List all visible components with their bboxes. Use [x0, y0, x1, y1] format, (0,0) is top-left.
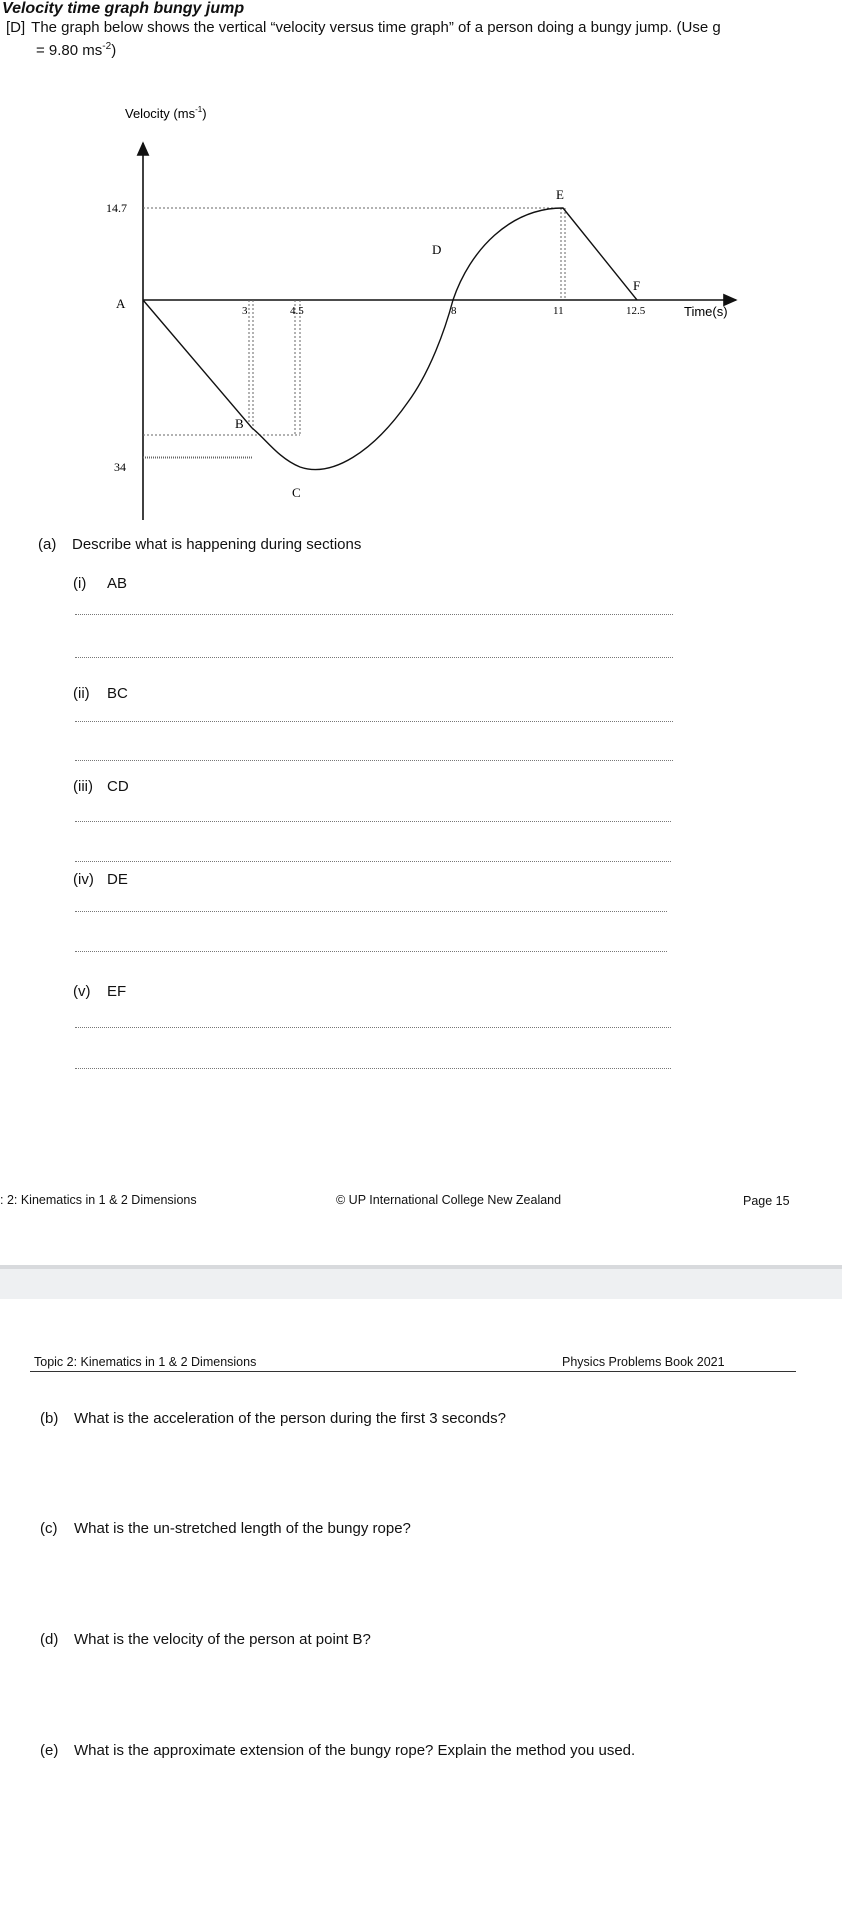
part-a-number: (a) [38, 536, 57, 553]
x-tick-label: 4.5 [290, 305, 304, 317]
answer-line[interactable] [75, 951, 667, 952]
answer-line[interactable] [75, 821, 671, 822]
question-text: What is the un-stretched length of the bungy rope? [74, 1520, 411, 1537]
section-item-de [73, 871, 128, 888]
point-label-f: F [633, 278, 641, 293]
question-number: (d) [40, 1631, 59, 1648]
footer-page-number: Page 15 [743, 1194, 790, 1208]
section-number: (ii) [73, 685, 90, 702]
question-b [40, 1410, 506, 1427]
answer-line[interactable] [75, 911, 667, 912]
section-label: EF [107, 983, 127, 1000]
worksheet-title: Velocity time graph bungy jump [2, 0, 245, 17]
section-label: BC [107, 685, 128, 702]
footer-copyright: © UP International College New Zealand [336, 1193, 562, 1207]
section-item-bc [73, 685, 128, 702]
answer-line[interactable] [75, 1068, 671, 1069]
part-a-text: Describe what is happening during sections [72, 536, 362, 553]
point-label-a: A [116, 296, 126, 311]
point-label-d: D [432, 242, 442, 257]
point-label-c: C [292, 485, 301, 500]
footer-topic: : 2: Kinematics in 1 & 2 Dimensions [0, 1193, 197, 1207]
header-book-title: Physics Problems Book 2021 [562, 1355, 725, 1369]
point-label-e: E [556, 187, 564, 202]
x-tick-label: 8 [451, 305, 457, 317]
page-break [0, 1265, 842, 1299]
x-tick-label: 11 [553, 305, 564, 317]
question-text: What is the approximate extension of the bungy rope? Explain the method you used. [74, 1742, 636, 1759]
velocity-time-graph [0, 90, 842, 530]
answer-line[interactable] [75, 861, 671, 862]
velocity-curve [143, 208, 637, 469]
section-number: (iv) [73, 871, 94, 888]
question-text: What is the acceleration of the person during the first 3 seconds? [74, 1410, 506, 1427]
answer-line[interactable] [75, 721, 673, 722]
section-item-ef [73, 983, 126, 1000]
question-d [40, 1631, 371, 1648]
section-label: AB [107, 575, 128, 592]
difficulty-tag: [D] [6, 19, 26, 36]
section-number: (i) [73, 575, 87, 592]
question-c [40, 1520, 411, 1537]
y-tick-label: 34 [114, 460, 126, 474]
question-number: (e) [40, 1742, 59, 1759]
y-axis-label: Velocity $(ms^{-1})$ [125, 105, 207, 121]
question-number: (b) [40, 1410, 59, 1427]
question-text: What is the velocity of the person at point B? [74, 1631, 371, 1648]
answer-line[interactable] [75, 657, 673, 658]
section-label: DE [107, 871, 128, 888]
section-number: (v) [73, 983, 91, 1000]
intro-text-line2: = 9.80 $ms^{-2}$) [36, 41, 117, 59]
x-axis-label: Time(s) [684, 304, 728, 319]
section-item-ab [73, 575, 127, 592]
answer-line[interactable] [75, 1027, 671, 1028]
guide-lines [143, 208, 565, 458]
section-label: CD [107, 778, 129, 795]
section-item-cd [73, 778, 129, 795]
point-label-b: B [235, 416, 244, 431]
section-number: (iii) [73, 778, 93, 795]
question-e [40, 1742, 635, 1759]
x-tick-label: 12.5 [626, 305, 646, 317]
y-tick-label: 14.7 [106, 201, 127, 215]
intro-text-line1: The graph below shows the vertical “velocity versus time graph” of a person doing a bungy jump. (Use g [31, 19, 721, 36]
part-a-prompt [38, 536, 361, 553]
answer-line[interactable] [75, 614, 673, 615]
x-tick-label: 3 [242, 305, 248, 317]
header-rule [30, 1371, 796, 1372]
question-intro [6, 18, 806, 60]
question-number: (c) [40, 1520, 58, 1537]
answer-line[interactable] [75, 760, 673, 761]
header-topic: Topic 2: Kinematics in 1 & 2 Dimensions [34, 1355, 257, 1369]
